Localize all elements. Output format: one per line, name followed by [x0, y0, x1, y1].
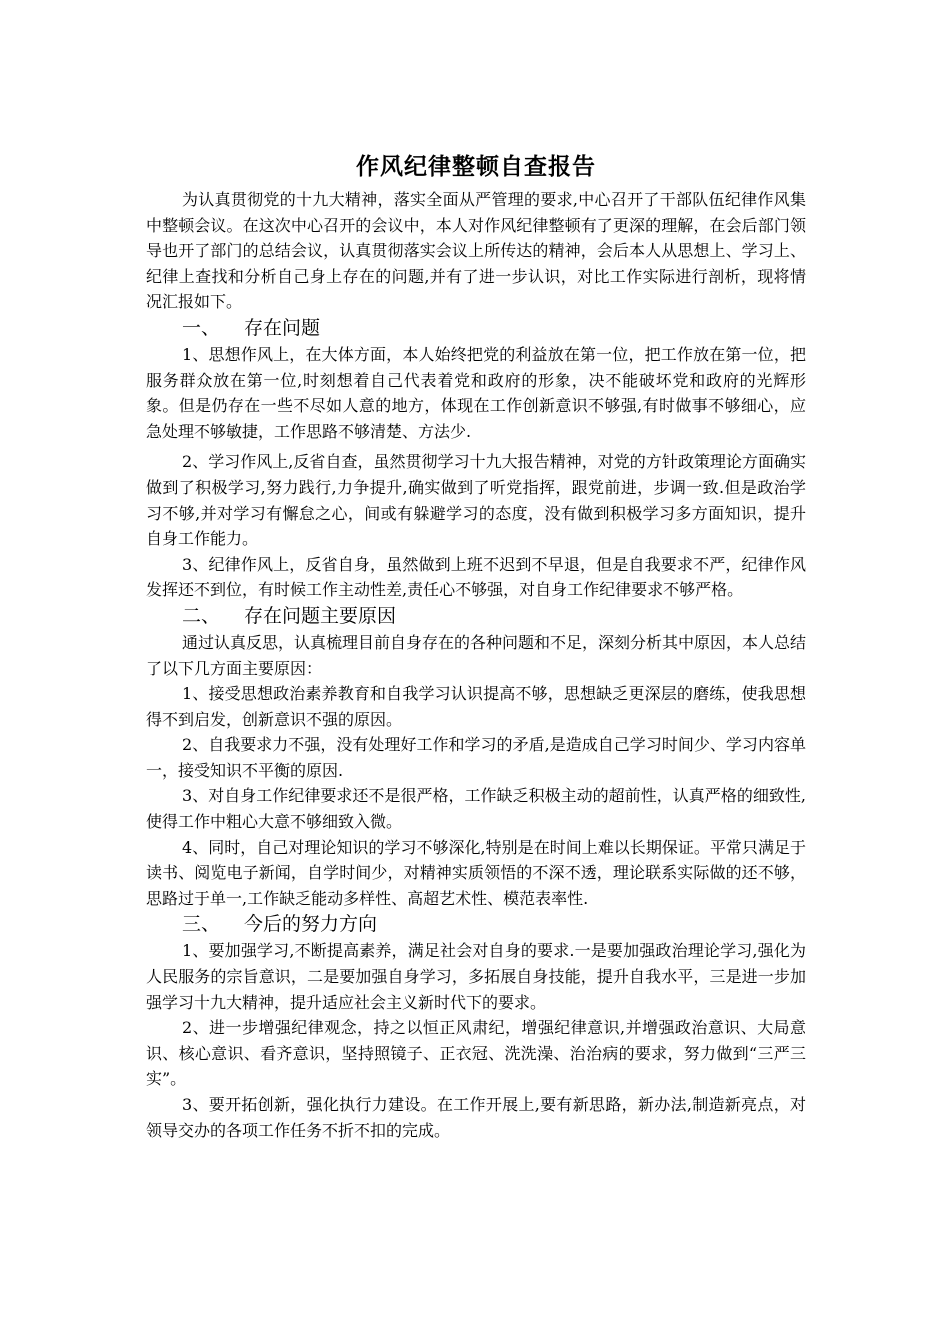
section2-intro: 通过认真反思，认真梳理目前自身存在的各种问题和不足，深刻分析其中原因，本人总结了以下几方面主要原因： [146, 632, 807, 678]
section-number: 二、 [182, 604, 221, 627]
section-heading-3 [146, 911, 806, 938]
section3-item-3: 3、要开拓创新，强化执行力建设。在工作开展上,要有新思路，新办法,制造新亮点，对领导交办的各项工作任务不折不扣的完成。 [146, 1095, 806, 1140]
section-number: 一、 [182, 316, 221, 339]
document-title: 作风纪律整顿自查报告 [356, 153, 596, 180]
section1-item-2: 2、学习作风上,反省自查，虽然贯彻学习十九大报告精神，对党的方针政策理论方面确实做到了积极学习,努力践行,力争提升,确实做到了听党指挥，跟党前进，步调一致.但是政治学习不够,并对学习有懈怠之心，间或有躲避学习的态度，没有做到积极学习多方面知识，提升自身工作能力。 [146, 452, 806, 549]
section2-item-4: 4、同时，自己对理论知识的学习不够深化,特别是在时间上难以长期保证。平常只满足于读书、阅览电子新闻，自学时间少，对精神实质领悟的不深不透，理论联系实际做的还不够，思路过于单一,工作缺乏能动多样性、高超艺术性、模范表率性. [146, 837, 806, 908]
section-heading-text: 存在问题 [244, 316, 321, 339]
section-heading-text: 今后的努力方向 [244, 913, 378, 936]
section-number: 三、 [182, 913, 221, 936]
section2-item-3: 3、对自身工作纪律要求还不是很严格，工作缺乏积极主动的超前性，认真严格的细致性,使得工作中粗心大意不够细致入微。 [146, 786, 806, 832]
document-page [146, 150, 806, 1143]
section1-item-3: 3、纪律作风上，反省自身，虽然做到上班不迟到不早退，但是自我要求不严，纪律作风发挥还不到位，有时候工作主动性差,责任心不够强，对自身工作纪律要求不够严格。 [146, 554, 806, 600]
section2-item-2: 2、自我要求力不强，没有处理好工作和学习的矛盾,是造成自己学习时间少、学习内容单一，接受知识不平衡的原因. [146, 735, 806, 780]
section3-item-1: 1、要加强学习,不断提高素养，满足社会对自身的要求.一是要加强政治理论学习,强化为人民服务的宗旨意识，二是要加强自身学习，多拓展自身技能，提升自我水平，三是进一步加强学习十九大精神，提升适应社会主义新时代下的要求。 [146, 941, 806, 1012]
section-heading-text: 存在问题主要原因 [244, 604, 397, 627]
section1-item-1: 1、思想作风上，在大体方面，本人始终把党的利益放在第一位，把工作放在第一位，把服务群众放在第一位,时刻想着自己代表着党和政府的形象，决不能破坏党和政府的光辉形象。但是仍存在一些不尽如人意的地方，体现在工作创新意识不够强,有时做事不够细心，应急处理不够敏捷，工作思路不够清楚、方法少. [146, 344, 806, 441]
section-heading-1 [146, 315, 806, 342]
section2-item-1: 1、接受思想政治素养教育和自我学习认识提高不够，思想缺乏更深层的磨练，使我思想得不到启发，创新意识不强的原因。 [146, 684, 806, 729]
section3-item-2: 2、进一步增强纪律观念，持之以恒正风肃纪，增强纪律意识,并增强政治意识、大局意识、核心意识、看齐意识，坚持照镜子、正衣冠、洗洗澡、治治病的要求，努力做到“三严三实”。 [146, 1018, 806, 1089]
section-heading-2 [146, 603, 806, 630]
intro-paragraph: 为认真贯彻党的十九大精神，落实全面从严管理的要求,中心召开了干部队伍纪律作风集中整顿会议。在这次中心召开的会议中，本人对作风纪律整顿有了更深的理解，在会后部门领导也开了部门的总结会议，认真贯彻落实会议上所传达的精神，会后本人从思想上、学习上、纪律上查找和分析自己身上存在的问题,并有了进一步认识，对比工作实际进行剖析，现将情况汇报如下。 [146, 190, 806, 312]
